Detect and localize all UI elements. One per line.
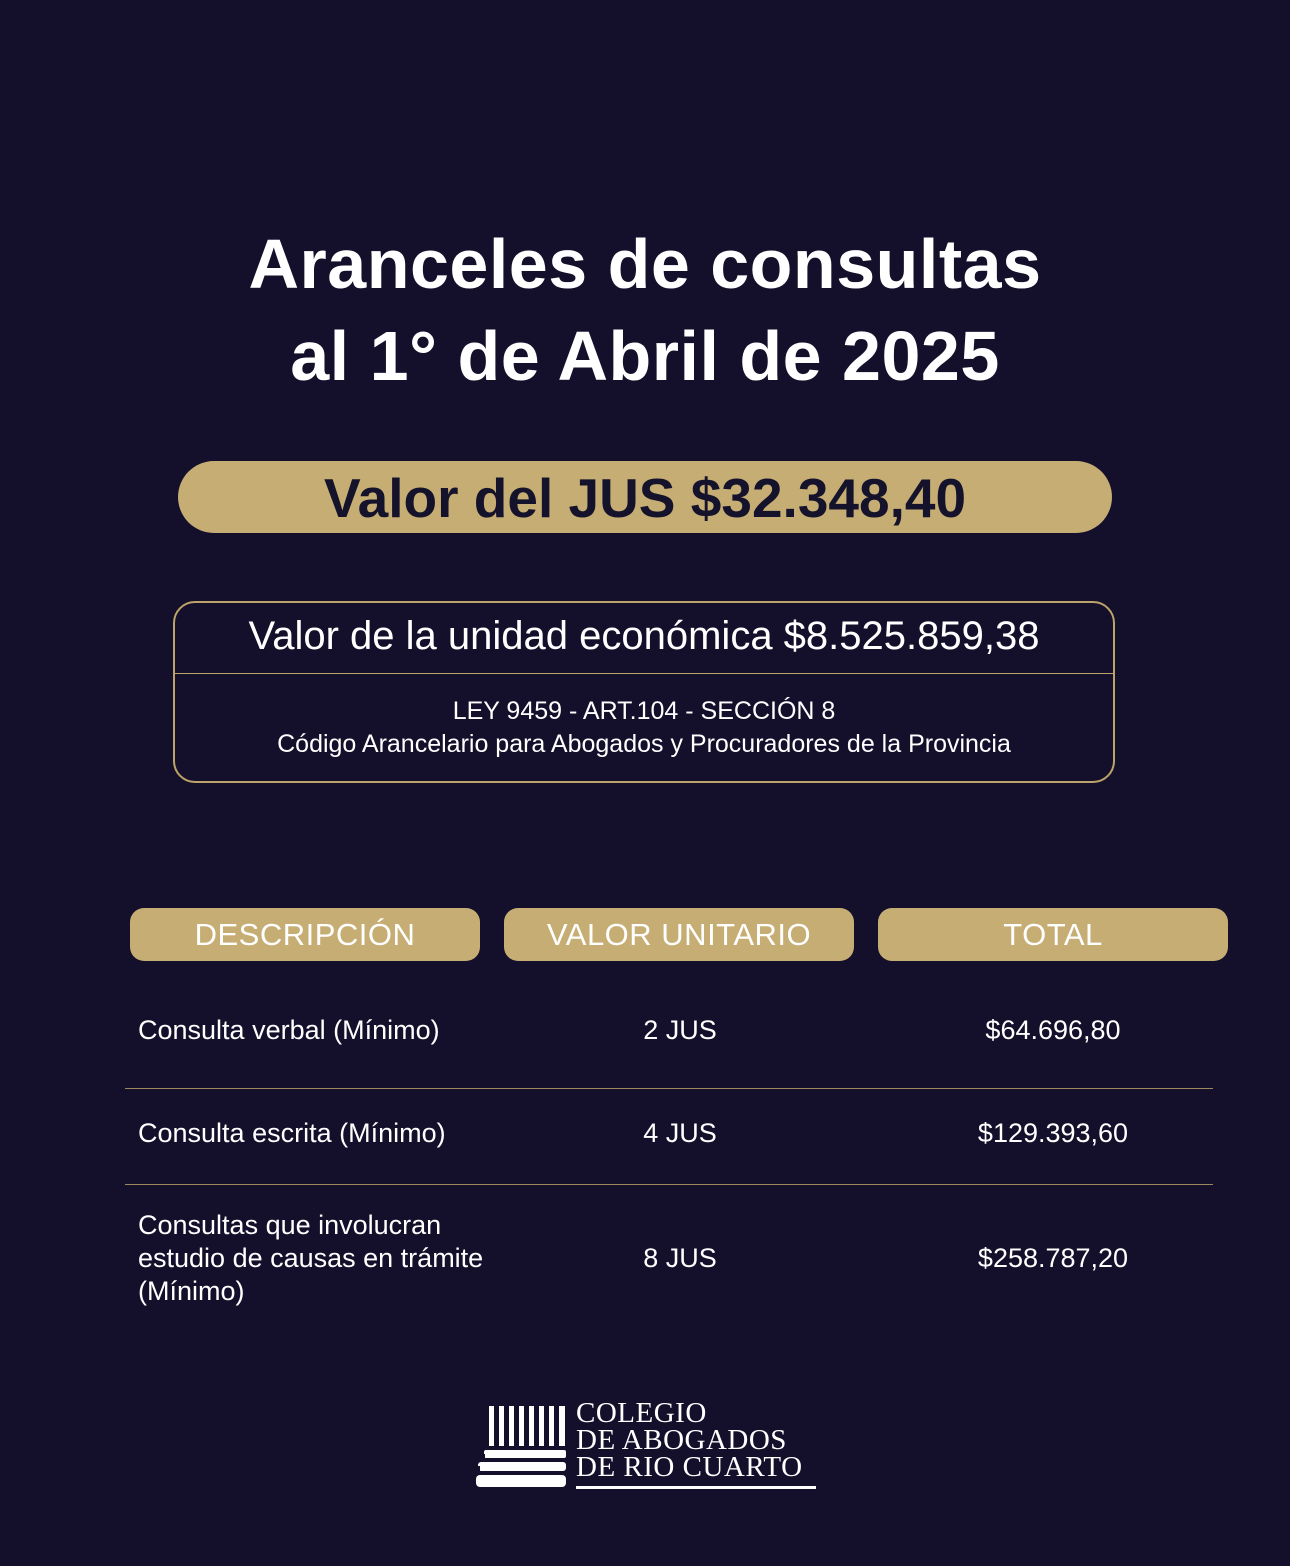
logo-underline	[576, 1486, 816, 1489]
row-total: $258.787,20	[977, 1243, 1129, 1273]
logo-line-2: DE ABOGADOS	[576, 1424, 787, 1456]
row-unit-value: 8 JUS	[643, 1243, 717, 1273]
header-descripcion: DESCRIPCIÓN	[130, 908, 480, 961]
law-line-1: LEY 9459 - ART.104 - SECCIÓN 8	[452, 697, 836, 725]
unidad-economica-value: Valor de la unidad económica $8.525.859,38	[248, 614, 1040, 658]
law-line-2: Código Arancelario para Abogados y Procuradores de la Provincia	[277, 730, 1011, 758]
title-line-1: Aranceles de consultas	[248, 225, 1042, 303]
row-description: Consulta verbal (Mínimo)	[138, 1015, 440, 1045]
header-total: TOTAL	[878, 908, 1228, 961]
logo-line-1: COLEGIO	[576, 1397, 707, 1429]
row-unit-value: 4 JUS	[643, 1118, 717, 1148]
row-total: $129.393,60	[977, 1118, 1129, 1148]
page-title	[0, 218, 1290, 402]
law-reference	[175, 695, 1113, 761]
logo-text	[576, 1397, 803, 1483]
colegio-logo	[476, 1397, 820, 1492]
logo-line-3: DE RIO CUARTO	[576, 1451, 803, 1483]
row-description: Consultas que involucran estudio de causas en trámite (Mínimo)	[138, 1210, 484, 1306]
row-divider	[125, 1184, 1213, 1185]
row-unit-value: 2 JUS	[643, 1015, 717, 1045]
row-divider	[125, 1088, 1213, 1089]
row-total: $64.696,80	[985, 1015, 1121, 1045]
jus-value-badge: Valor del JUS $32.348,40	[178, 461, 1112, 533]
header-valor-unitario: VALOR UNITARIO	[504, 908, 854, 961]
row-description: Consulta escrita (Mínimo)	[138, 1118, 446, 1148]
unidad-economica-box	[173, 601, 1115, 783]
title-line-2: al 1° de Abril de 2025	[290, 317, 1000, 395]
box-divider	[175, 673, 1113, 674]
columns-icon	[476, 1402, 568, 1492]
